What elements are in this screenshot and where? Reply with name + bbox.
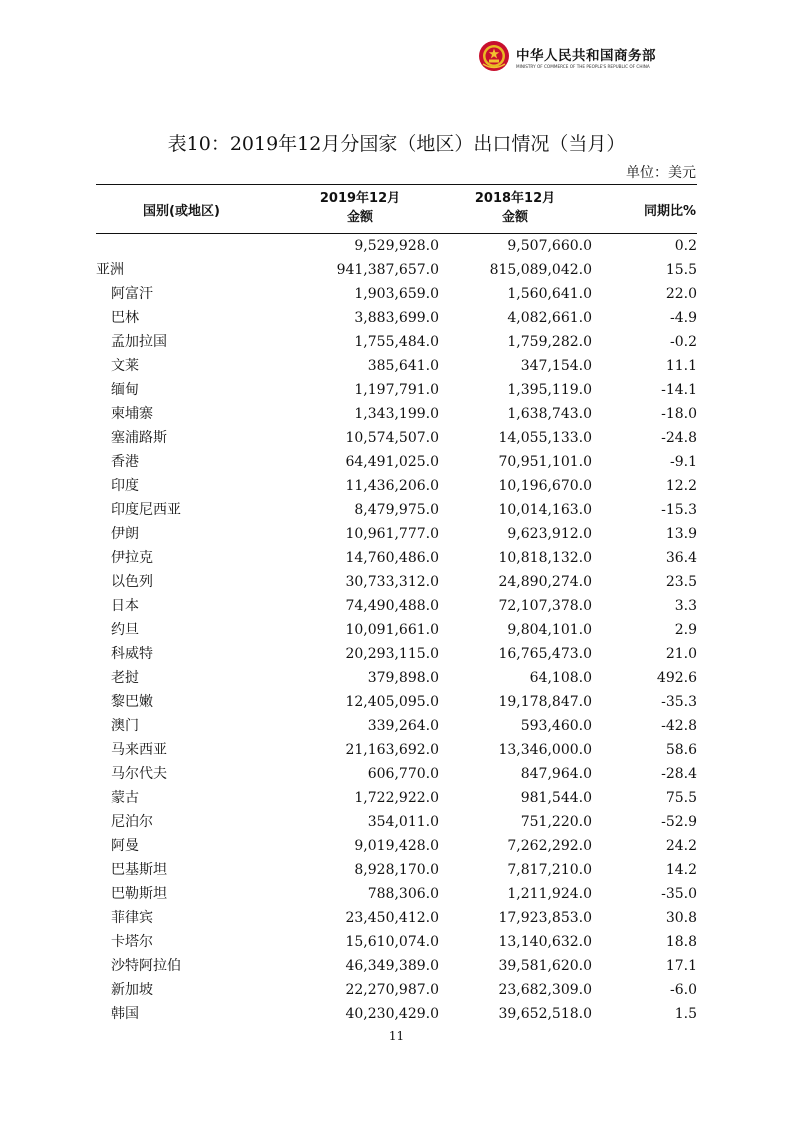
export-2018-cell: 9,804,101.0 [507, 622, 592, 638]
region-name-cell: 伊朗 [111, 526, 139, 542]
region-name-cell: 孟加拉国 [111, 334, 167, 350]
yoy-percent-cell: 18.8 [665, 934, 697, 950]
yoy-percent-cell: -4.9 [670, 310, 697, 326]
table-row [96, 498, 697, 522]
table-row [96, 378, 697, 402]
region-name-cell: 约旦 [111, 622, 139, 638]
export-2019-cell: 1,197,791.0 [354, 382, 439, 398]
export-2019-cell: 40,230,429.0 [345, 1006, 439, 1022]
table-row [96, 738, 697, 762]
export-2019-cell: 1,755,484.0 [354, 334, 439, 350]
export-2019-cell: 10,574,507.0 [345, 430, 439, 446]
region-name-cell: 柬埔寨 [111, 406, 153, 422]
column-header-2018-amount: 金额 [501, 210, 528, 225]
table-row [96, 258, 697, 282]
export-2018-cell: 815,089,042.0 [489, 262, 592, 278]
yoy-percent-cell: 15.5 [665, 262, 697, 278]
yoy-percent-cell: 75.5 [665, 790, 697, 806]
table-row [96, 666, 697, 690]
table-row [96, 954, 697, 978]
export-2019-cell: 941,387,657.0 [336, 262, 439, 278]
export-2018-cell: 7,262,292.0 [507, 838, 592, 854]
export-2019-cell: 9,529,928.0 [354, 238, 439, 254]
table-row [96, 570, 697, 594]
region-name-cell: 蒙古 [111, 790, 139, 806]
yoy-percent-cell: -6.0 [670, 982, 697, 998]
yoy-percent-cell: -15.3 [661, 502, 697, 518]
ministry-logo [478, 40, 700, 74]
region-name-cell: 阿曼 [111, 838, 139, 854]
yoy-percent-cell: 14.2 [665, 862, 697, 878]
column-header-2019 [300, 189, 420, 227]
export-2018-cell: 751,220.0 [520, 814, 592, 830]
yoy-percent-cell: 13.9 [665, 526, 697, 542]
export-2019-cell: 30,733,312.0 [345, 574, 439, 590]
table-row [96, 690, 697, 714]
export-2018-cell: 4,082,661.0 [507, 310, 592, 326]
table-row [96, 426, 697, 450]
export-2019-cell: 22,270,987.0 [345, 982, 439, 998]
export-2019-cell: 339,264.0 [367, 718, 439, 734]
table-row [96, 282, 697, 306]
table-row [96, 330, 697, 354]
export-2019-cell: 20,293,115.0 [345, 646, 439, 662]
export-2019-cell: 10,091,661.0 [345, 622, 439, 638]
yoy-percent-cell: -0.2 [670, 334, 697, 350]
table-row [96, 546, 697, 570]
table-row [96, 882, 697, 906]
region-name-cell: 缅甸 [111, 382, 139, 398]
column-header-region: 国别(或地区) [143, 204, 220, 219]
export-2018-cell: 14,055,133.0 [498, 430, 592, 446]
yoy-percent-cell: -24.8 [661, 430, 697, 446]
region-name-cell: 伊拉克 [111, 550, 153, 566]
table-row [96, 354, 697, 378]
export-2019-cell: 3,883,699.0 [354, 310, 439, 326]
page-number: 11 [388, 1029, 405, 1043]
export-2019-cell: 21,163,692.0 [345, 742, 439, 758]
ministry-name-en: MINISTRY OF COMMERCE OF THE PEOPLE'S REPUBLIC OF CHINA [516, 64, 650, 69]
export-2019-cell: 1,343,199.0 [354, 406, 439, 422]
table-row [96, 450, 697, 474]
region-name-cell: 马尔代夫 [111, 766, 167, 782]
unit-label: 单位：美元 [626, 165, 696, 181]
export-2019-cell: 12,405,095.0 [345, 694, 439, 710]
region-name-cell: 科威特 [111, 646, 153, 662]
table-row [96, 978, 697, 1002]
column-header-2018 [455, 189, 575, 227]
export-2019-cell: 14,760,486.0 [345, 550, 439, 566]
region-name-cell: 文莱 [111, 358, 139, 374]
region-name-cell: 菲律宾 [111, 910, 153, 926]
region-name-cell: 马来西亚 [111, 742, 167, 758]
yoy-percent-cell: -35.0 [661, 886, 697, 902]
region-name-cell: 阿富汗 [111, 286, 153, 302]
region-name-cell: 塞浦路斯 [111, 430, 167, 446]
yoy-percent-cell: 2.9 [674, 622, 697, 638]
export-2018-cell: 1,395,119.0 [507, 382, 592, 398]
region-name-cell: 澳门 [111, 718, 139, 734]
table-row [96, 762, 697, 786]
table-row [96, 306, 697, 330]
yoy-percent-cell: 22.0 [665, 286, 697, 302]
table-row [96, 714, 697, 738]
export-2019-cell: 11,436,206.0 [345, 478, 439, 494]
region-name-cell: 香港 [111, 454, 139, 470]
export-2018-cell: 9,623,912.0 [507, 526, 592, 542]
national-emblem-icon [478, 40, 510, 72]
export-2019-cell: 64,491,025.0 [345, 454, 439, 470]
yoy-percent-cell: 24.2 [665, 838, 697, 854]
yoy-percent-cell: 30.8 [665, 910, 697, 926]
export-2019-cell: 10,961,777.0 [345, 526, 439, 542]
export-2018-cell: 7,817,210.0 [507, 862, 592, 878]
export-2019-cell: 8,928,170.0 [354, 862, 439, 878]
yoy-percent-cell: 23.5 [665, 574, 697, 590]
region-name-cell: 韩国 [111, 1006, 139, 1022]
export-2019-cell: 788,306.0 [367, 886, 439, 902]
export-2018-cell: 39,581,620.0 [498, 958, 592, 974]
column-header-2018-period: 2018年12月 [474, 191, 556, 206]
region-name-cell: 以色列 [111, 574, 153, 590]
yoy-percent-cell: -35.3 [661, 694, 697, 710]
export-2018-cell: 10,196,670.0 [498, 478, 592, 494]
export-2019-cell: 9,019,428.0 [354, 838, 439, 854]
yoy-percent-cell: 3.3 [674, 598, 697, 614]
table-body [96, 234, 697, 1026]
export-2018-cell: 13,140,632.0 [498, 934, 592, 950]
table-title: 表10：2019年12月分国家（地区）出口情况（当月） [167, 133, 626, 155]
export-2018-cell: 1,638,743.0 [507, 406, 592, 422]
table-row [96, 474, 697, 498]
export-2018-cell: 981,544.0 [520, 790, 592, 806]
region-name-cell: 印度 [111, 478, 139, 494]
table-row [96, 930, 697, 954]
export-2019-cell: 354,011.0 [367, 814, 439, 830]
export-2018-cell: 10,014,163.0 [498, 502, 592, 518]
export-2018-cell: 64,108.0 [529, 670, 592, 686]
table-row [96, 858, 697, 882]
export-2018-cell: 19,178,847.0 [498, 694, 592, 710]
export-2019-cell: 46,349,389.0 [345, 958, 439, 974]
yoy-percent-cell: 1.5 [674, 1006, 697, 1022]
table-row [96, 522, 697, 546]
table-row [96, 810, 697, 834]
table-row [96, 402, 697, 426]
yoy-percent-cell: -18.0 [661, 406, 697, 422]
export-2018-cell: 9,507,660.0 [507, 238, 592, 254]
table-top-rule [96, 184, 697, 185]
yoy-percent-cell: 0.2 [674, 238, 697, 254]
region-name-cell: 巴林 [111, 310, 139, 326]
column-header-2019-amount: 金额 [346, 210, 373, 225]
export-2019-cell: 1,722,922.0 [354, 790, 439, 806]
export-2018-cell: 847,964.0 [520, 766, 592, 782]
region-name-cell: 老挝 [111, 670, 139, 686]
yoy-percent-cell: -52.9 [661, 814, 697, 830]
yoy-percent-cell: 12.2 [665, 478, 697, 494]
export-2018-cell: 1,759,282.0 [507, 334, 592, 350]
yoy-percent-cell: 36.4 [665, 550, 697, 566]
table-row [96, 618, 697, 642]
table-row [96, 642, 697, 666]
table-row [96, 594, 697, 618]
yoy-percent-cell: 17.1 [665, 958, 697, 974]
export-2019-cell: 385,641.0 [367, 358, 439, 374]
column-header-2019-period: 2019年12月 [319, 191, 401, 206]
export-2019-cell: 1,903,659.0 [354, 286, 439, 302]
yoy-percent-cell: -9.1 [670, 454, 697, 470]
yoy-percent-cell: -28.4 [661, 766, 697, 782]
export-2018-cell: 72,107,378.0 [498, 598, 592, 614]
export-2018-cell: 347,154.0 [520, 358, 592, 374]
export-2018-cell: 10,818,132.0 [498, 550, 592, 566]
export-2018-cell: 70,951,101.0 [498, 454, 592, 470]
export-2019-cell: 74,490,488.0 [345, 598, 439, 614]
yoy-percent-cell: 11.1 [665, 358, 697, 374]
table-row [96, 834, 697, 858]
region-name-cell: 亚洲 [96, 262, 124, 278]
region-name-cell: 尼泊尔 [111, 814, 153, 830]
export-2018-cell: 39,652,518.0 [498, 1006, 592, 1022]
export-2018-cell: 1,560,641.0 [507, 286, 592, 302]
export-2019-cell: 23,450,412.0 [345, 910, 439, 926]
region-name-cell: 巴基斯坦 [111, 862, 167, 878]
yoy-percent-cell: -14.1 [661, 382, 697, 398]
export-2018-cell: 593,460.0 [520, 718, 592, 734]
yoy-percent-cell: 21.0 [665, 646, 697, 662]
export-2019-cell: 606,770.0 [367, 766, 439, 782]
ministry-name-cn: 中华人民共和国商务部 [516, 48, 656, 64]
yoy-percent-cell: -42.8 [661, 718, 697, 734]
export-2018-cell: 23,682,309.0 [498, 982, 592, 998]
region-name-cell: 黎巴嫩 [111, 694, 153, 710]
region-name-cell: 日本 [111, 598, 139, 614]
column-header-yoy: 同期比% [643, 204, 696, 219]
export-2018-cell: 16,765,473.0 [498, 646, 592, 662]
region-name-cell: 卡塔尔 [111, 934, 153, 950]
region-name-cell: 印度尼西亚 [111, 502, 181, 518]
table-row [96, 234, 697, 258]
export-2018-cell: 1,211,924.0 [507, 886, 592, 902]
export-2019-cell: 379,898.0 [367, 670, 439, 686]
table-row [96, 786, 697, 810]
yoy-percent-cell: 58.6 [665, 742, 697, 758]
region-name-cell: 新加坡 [111, 982, 153, 998]
yoy-percent-cell: 492.6 [656, 670, 697, 686]
export-2018-cell: 17,923,853.0 [498, 910, 592, 926]
export-2018-cell: 13,346,000.0 [498, 742, 592, 758]
region-name-cell: 巴勒斯坦 [111, 886, 167, 902]
export-2019-cell: 15,610,074.0 [345, 934, 439, 950]
export-2018-cell: 24,890,274.0 [498, 574, 592, 590]
region-name-cell: 沙特阿拉伯 [111, 958, 181, 974]
table-row [96, 906, 697, 930]
table-row [96, 1002, 697, 1026]
export-2019-cell: 8,479,975.0 [354, 502, 439, 518]
